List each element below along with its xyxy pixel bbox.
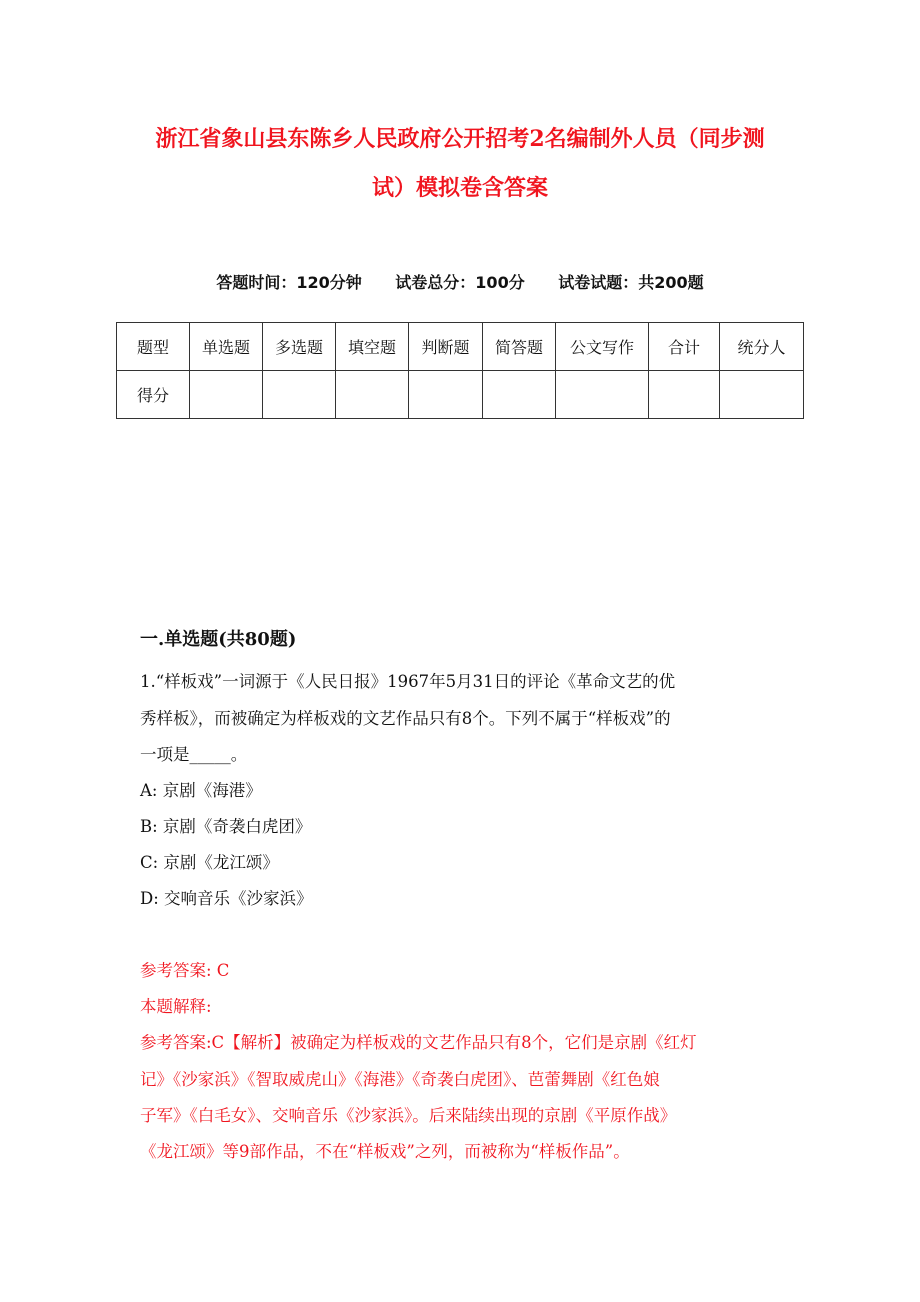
table-header: 填空题 — [336, 323, 409, 371]
table-header: 判断题 — [409, 323, 483, 371]
table-header: 单选题 — [190, 323, 263, 371]
table-header: 题型 — [117, 323, 190, 371]
table-header-row — [117, 323, 804, 371]
section-heading: 一.单选题(共80题) — [140, 629, 297, 650]
option-b: B: 京剧《奇袭白虎团》 — [140, 817, 312, 836]
exam-meta — [0, 270, 920, 293]
explanation-text: 子军》《白毛女》、交响音乐《沙家浜》。后来陆续出现的京剧《平原作战》 — [140, 1106, 677, 1125]
exam-count: 试卷试题：共200题 — [558, 273, 704, 292]
table-header: 简答题 — [483, 323, 556, 371]
score-cell — [649, 371, 720, 419]
explanation-text: 《龙江颂》等9部作品，不在“样板戏”之列，而被称为“样板作品”。 — [140, 1142, 630, 1161]
answer: 参考答案: C — [140, 961, 230, 980]
doc-title-line2: 试）模拟卷含答案 — [371, 175, 548, 201]
table-header: 统分人 — [720, 323, 804, 371]
question-text: 1.“样板戏”一词源于《人民日报》1967年5月31日的评论《革命文艺的优 — [140, 672, 676, 691]
option-c: C: 京剧《龙江颂》 — [140, 853, 279, 872]
score-cell — [263, 371, 336, 419]
score-cell — [336, 371, 409, 419]
exam-time: 答题时间：120分钟 — [216, 273, 362, 292]
question-text: 一项是_____。 — [140, 745, 248, 764]
score-cell — [409, 371, 483, 419]
score-cell — [720, 371, 804, 419]
explanation-text: 记》《沙家浜》《智取威虎山》《海港》《奇袭白虎团》、芭蕾舞剧《红色娘 — [140, 1070, 660, 1089]
table-row — [117, 371, 804, 419]
score-cell — [483, 371, 556, 419]
explanation-label: 本题解释: — [140, 997, 212, 1016]
score-table — [116, 322, 804, 419]
question-text: 秀样板》，而被确定为样板戏的文艺作品只有8个。下列不属于“样板戏”的 — [140, 709, 671, 728]
option-a: A: 京剧《海港》 — [140, 781, 262, 800]
exam-total: 试卷总分：100分 — [395, 273, 525, 292]
score-cell — [556, 371, 649, 419]
score-cell — [190, 371, 263, 419]
table-header: 合计 — [649, 323, 720, 371]
table-header: 多选题 — [263, 323, 336, 371]
explanation-text: 参考答案:C【解析】被确定为样板戏的文艺作品只有8个，它们是京剧《红灯 — [140, 1033, 697, 1052]
option-d: D: 交响音乐《沙家浜》 — [140, 889, 313, 908]
table-header: 公文写作 — [556, 323, 649, 371]
doc-title-line1: 浙江省象山县东陈乡人民政府公开招考2名编制外人员（同步测 — [155, 126, 765, 152]
row-label: 得分 — [117, 371, 190, 419]
